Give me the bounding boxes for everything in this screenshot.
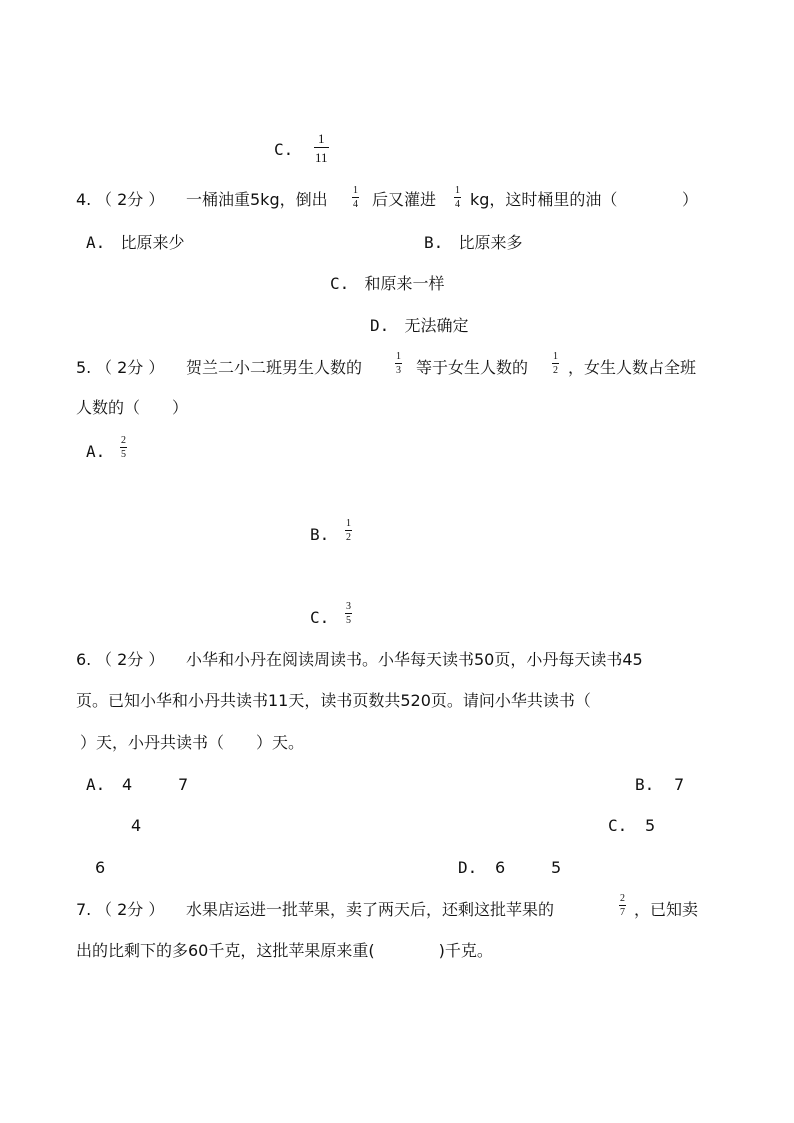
q3-option-c-fraction: [314, 132, 329, 164]
q4-option-c[interactable]: [330, 276, 445, 292]
q4-option-c-text: 和原来一样: [364, 274, 445, 293]
q5-text-part3: ，女生人数占全班: [568, 358, 697, 377]
q6-text-line1: 小华和小丹在阅读周读书。小华每天读书50页，小丹每天读书45: [186, 650, 643, 669]
fraction-denominator: 11: [315, 150, 328, 165]
fraction-bar: [454, 197, 461, 198]
q5-text-line2: 人数的（ ）: [76, 398, 189, 417]
q4-text-part1: 一桶油重5kg，倒出: [186, 190, 328, 209]
fraction-bar: [314, 147, 329, 148]
fraction-numerator: 2: [121, 435, 126, 446]
q6-option-b-value1: 7: [674, 775, 685, 794]
q5-option-a-letter[interactable]: A.: [86, 442, 106, 461]
q6-option-c-value2: 6: [95, 858, 106, 877]
q6-option-c-value1: 5: [645, 816, 656, 835]
q5-fraction-1: [395, 352, 402, 376]
fraction-denominator: 2: [346, 532, 351, 543]
q5-score: （ 2分 ）: [96, 358, 165, 377]
q4-option-a-letter: A.: [86, 233, 106, 252]
q4-close-paren: ）: [682, 190, 699, 209]
q3-option-c-letter: C.: [274, 140, 294, 159]
q4-text-part3: kg，这时桶里的油（: [470, 190, 618, 209]
fraction-bar: [345, 613, 352, 614]
q7-number: 7.: [76, 900, 92, 919]
q6-option-b-letter[interactable]: B.: [635, 775, 655, 794]
q7-text-line2: 出的比剩下的多60千克，这批苹果原来重( )千克。: [76, 941, 493, 960]
fraction-bar: [619, 905, 626, 906]
q6-text-line2: 页。已知小华和小丹共读书11天，读书页数共520页。请问小华共读书（: [76, 691, 591, 710]
q4-option-b[interactable]: [424, 235, 523, 251]
fraction-bar: [120, 447, 127, 448]
fraction-numerator: 1: [353, 185, 358, 196]
q6-option-a-letter[interactable]: A.: [86, 775, 106, 794]
q4-option-d-text: 无法确定: [404, 316, 469, 335]
fraction-numerator: 2: [620, 893, 625, 904]
fraction-bar: [552, 363, 559, 364]
fraction-numerator: 1: [455, 185, 460, 196]
q6-option-b-value2: 4: [131, 816, 142, 835]
fraction-numerator: 1: [346, 518, 351, 529]
q4-option-c-letter: C.: [330, 274, 350, 293]
q6-score: （ 2分 ）: [96, 650, 165, 669]
q6-number: 6.: [76, 650, 92, 669]
fraction-denominator: 4: [455, 199, 460, 210]
q4-option-a-text: 比原来少: [120, 233, 185, 252]
fraction-denominator: 5: [346, 615, 351, 626]
q7-text-part2: ，已知卖: [634, 900, 699, 919]
q6-option-d-letter[interactable]: D.: [458, 858, 478, 877]
q6-option-c-letter[interactable]: C.: [608, 816, 628, 835]
q4-option-d-letter: D.: [370, 316, 390, 335]
q7-text-part1: 水果店运进一批苹果，卖了两天后，还剩这批苹果的: [186, 900, 555, 919]
q5-number: 5.: [76, 358, 92, 377]
fraction-numerator: 1: [553, 351, 558, 362]
fraction-numerator: 3: [346, 601, 351, 612]
q7-fraction: [619, 894, 626, 918]
fraction-denominator: 4: [353, 199, 358, 210]
q5-option-c-letter[interactable]: C.: [310, 608, 330, 627]
q4-option-a[interactable]: [86, 235, 185, 251]
q6-option-d-value2: 5: [551, 858, 562, 877]
q5-text-part1: 贺兰二小二班男生人数的: [186, 358, 363, 377]
fraction-denominator: 5: [121, 449, 126, 460]
q4-option-b-letter: B.: [424, 233, 444, 252]
q4-fraction-1: [352, 186, 359, 210]
q4-fraction-2: [454, 186, 461, 210]
fraction-numerator: 1: [396, 351, 401, 362]
fraction-bar: [352, 197, 359, 198]
q5-option-b-letter[interactable]: B.: [310, 525, 330, 544]
q4-option-d[interactable]: [370, 318, 469, 334]
q5-fraction-2: [552, 352, 559, 376]
q5-text-part2: 等于女生人数的: [416, 358, 529, 377]
q5-option-c-fraction[interactable]: [345, 602, 352, 626]
q6-text-line3: ）天，小丹共读书（ ）天。: [80, 733, 305, 752]
q6-option-a-value1: 4: [122, 775, 133, 794]
fraction-numerator: 1: [318, 131, 325, 146]
fraction-bar: [345, 530, 352, 531]
fraction-denominator: 7: [620, 907, 625, 918]
q4-number: 4.: [76, 190, 92, 209]
q4-option-b-text: 比原来多: [458, 233, 523, 252]
q6-option-d-value1: 6: [495, 858, 506, 877]
q5-option-b-fraction[interactable]: [345, 519, 352, 543]
fraction-denominator: 2: [553, 365, 558, 376]
q4-score: （ 2分 ）: [96, 190, 165, 209]
q6-option-a-value2: 7: [178, 775, 189, 794]
q4-text-part2: 后又灌进: [372, 190, 437, 209]
fraction-denominator: 3: [396, 365, 401, 376]
q5-option-a-fraction[interactable]: [120, 436, 127, 460]
fraction-bar: [395, 363, 402, 364]
q7-score: （ 2分 ）: [96, 900, 165, 919]
